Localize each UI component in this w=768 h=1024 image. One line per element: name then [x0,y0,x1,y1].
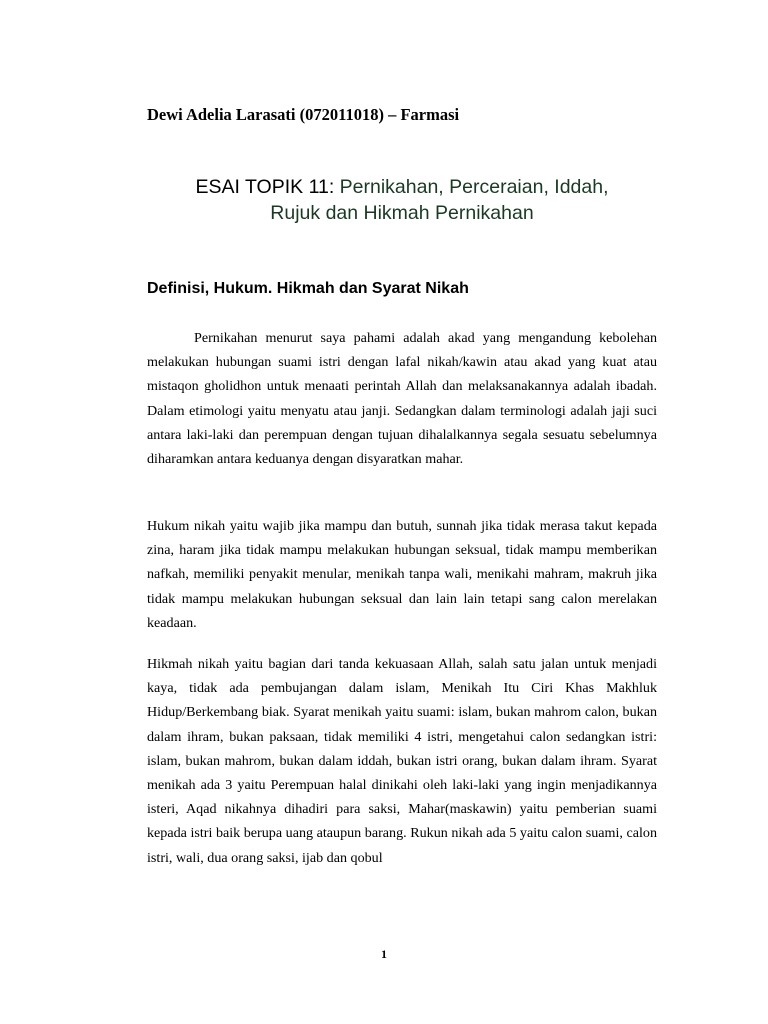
essay-title-line-2: Rujuk dan Hikmah Pernikahan [270,202,534,224]
essay-title [147,174,657,226]
essay-title-line-1: Pernikahan, Perceraian, Iddah, [339,176,609,198]
essay-title-prefix: ESAI TOPIK 11: [195,176,340,198]
paragraph-hukum: Hukum nikah yaitu wajib jika mampu dan butuh, sunnah jika tidak merasa takut kepada zina, haram jika tidak mampu melakukan hubungan seksual, tidak mampu memberikan nafkah, memiliki penyakit menular, menikah tanpa wali, menikahi mahram, makruh jika tidak mampu melakukan hubungan seksual dan lain lain tetapi sang calon merelakan keadaan. [147,518,657,631]
paragraph-definisi: Pernikahan menurut saya pahami adalah akad yang mengandung kebolehan melakukan hubungan suami istri dengan lafal nikah/kawin atau akad yang kuat atau mistaqon gholidhon untuk menaati perintah Allah dan melaksanakannya adalah ibadah. Dalam etimologi yaitu menyatu atau janji. Sedangkan dalam terminologi adalah jaji suci antara laki-laki dan perempuan dengan tujuan dihalalkannya segala sesuatu sebelumnya diharamkan antara keduanya dengan disyaratkan mahar. [147,330,657,468]
section-heading: Definisi, Hukum. Hikmah dan Syarat Nikah [147,280,469,297]
author-line: Dewi Adelia Larasati (072011018) – Farmasi [147,105,460,124]
paragraph-hikmah-syarat: Hikmah nikah yaitu bagian dari tanda kekuasaan Allah, salah satu jalan untuk menjadi kaya, tidak ada pembujangan dalam islam, Menikah Itu Ciri Khas Makhluk Hidup/Berkembang biak. Syarat menikah yaitu suami: islam, bukan mahrom calon, bukan dalam ihram, bukan paksaan, tidak memiliki 4 istri, mengetahui calon sedangkan istri: islam, bukan mahrom, bukan dalam iddah, bukan istri orang, bukan dalam ihram. Syarat menikah ada 3 yaitu Perempuan halal dinikahi oleh laki-laki yang ingin menjadikannya isteri, Aqad nikahnya dihadiri para saksi, Mahar(maskawin) yaitu pemberian suami kepada istri baik berupa uang ataupun barang. Rukun nikah ada 5 yaitu calon suami, calon istri, wali, dua orang saksi, ijab dan qobul [147,656,657,866]
page-number: 1 [381,947,387,961]
